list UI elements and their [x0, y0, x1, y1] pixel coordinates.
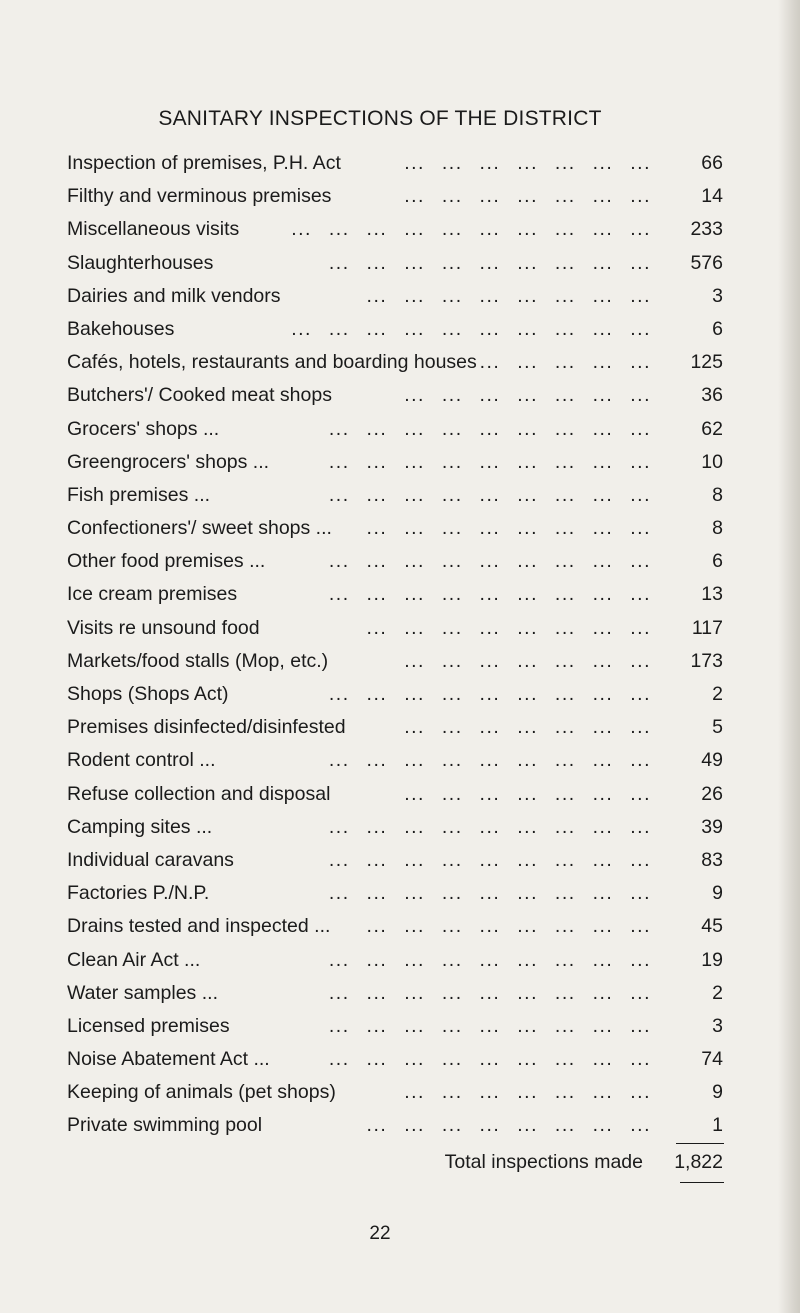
- item-label: Butchers'/ Cooked meat shops: [67, 384, 332, 407]
- list-item: [67, 711, 723, 744]
- list-item: [67, 645, 723, 678]
- page-edge-shadow: [778, 0, 800, 1313]
- list-item: [67, 944, 723, 977]
- item-count: 13: [701, 583, 723, 606]
- item-count: 26: [701, 782, 723, 805]
- leader-dots: ... ... ... ... ... ... ... ... ...: [328, 683, 651, 705]
- leader-dots: ... ... ... ... ... ... ... ... ...: [328, 550, 651, 573]
- inspection-list: [67, 147, 723, 1143]
- item-count: 6: [712, 550, 723, 573]
- leader-dots: ... ... ... ... ... ... ...: [404, 716, 651, 739]
- leader-dots: ... ... ... ... ... ... ... ... ...: [328, 882, 651, 905]
- item-count: 2: [712, 981, 723, 1004]
- item-label: Water samples ...: [67, 981, 218, 1004]
- list-item: [67, 977, 723, 1010]
- item-count: 5: [712, 716, 723, 739]
- list-item: [67, 545, 723, 578]
- list-item: [67, 280, 723, 313]
- total-rule-top: [676, 1143, 724, 1144]
- item-count: 9: [712, 1081, 723, 1104]
- item-label: Keeping of animals (pet shops): [67, 1081, 336, 1104]
- item-count: 125: [690, 351, 723, 374]
- item-label: Dairies and milk vendors: [67, 284, 281, 307]
- item-label: Individual caravans: [67, 848, 234, 871]
- item-label: Markets/food stalls (Mop, etc.): [67, 649, 329, 672]
- item-count: 66: [701, 152, 723, 174]
- item-count: 576: [690, 251, 723, 274]
- item-count: 14: [701, 185, 723, 208]
- leader-dots: ... ... ... ... ... ... ...: [404, 782, 651, 805]
- item-label: Clean Air Act ...: [67, 948, 201, 971]
- list-item: [67, 578, 723, 611]
- item-count: 74: [701, 1048, 723, 1071]
- item-label: Noise Abatement Act ...: [67, 1048, 270, 1071]
- list-item: [67, 479, 723, 512]
- list-item: [67, 877, 723, 910]
- item-label: Factories P./N.P.: [67, 882, 210, 905]
- item-label: Confectioners'/ sweet shops ...: [67, 517, 332, 540]
- leader-dots: ... ... ... ... ... ... ... ... ...: [328, 815, 651, 838]
- item-count: 8: [712, 517, 723, 540]
- item-label: Bakehouses: [67, 317, 175, 340]
- list-item: [67, 744, 723, 777]
- item-count: 62: [701, 417, 723, 440]
- list-item: [67, 910, 723, 943]
- item-count: 45: [701, 915, 723, 938]
- item-label: Rodent control ...: [67, 749, 216, 772]
- list-item: [67, 811, 723, 844]
- item-label: Drains tested and inspected ...: [67, 915, 331, 938]
- leader-dots: ... ... ... ... ... ... ...: [404, 1081, 651, 1104]
- list-item: [67, 313, 723, 346]
- item-label: Other food premises ...: [67, 550, 266, 573]
- page-title: SANITARY INSPECTIONS OF THE DISTRICT: [158, 107, 602, 130]
- leader-dots: ... ... ... ... ... ... ... ... ...: [328, 251, 651, 274]
- list-item: [67, 346, 723, 379]
- item-label: Grocers' shops ...: [67, 417, 220, 440]
- list-item: [67, 778, 723, 811]
- leader-dots: ... ... ... ... ... ... ... ... ...: [328, 1014, 651, 1037]
- leader-dots: ... ... ... ... ...: [479, 351, 651, 374]
- leader-dots: ... ... ... ... ... ... ... ...: [366, 517, 651, 540]
- list-item: [67, 1043, 723, 1076]
- leader-dots: ... ... ... ... ... ... ... ...: [366, 1114, 651, 1137]
- list-item: [67, 147, 723, 180]
- leader-dots: ... ... ... ... ... ... ...: [404, 185, 651, 208]
- list-item: [67, 612, 723, 645]
- item-label: Camping sites ...: [67, 815, 213, 838]
- item-count: 3: [712, 1014, 723, 1037]
- list-item: [67, 1109, 723, 1142]
- total-label: Total inspections made: [444, 1151, 643, 1173]
- list-item: [67, 247, 723, 280]
- item-label: Greengrocers' shops ...: [67, 450, 270, 473]
- total-value: 1,822: [674, 1151, 723, 1173]
- list-item: [67, 180, 723, 213]
- item-count: 1: [712, 1114, 723, 1137]
- leader-dots: ... ... ... ... ... ... ...: [404, 152, 651, 174]
- item-label: Cafés, hotels, restaurants and boarding houses: [67, 351, 477, 374]
- page-number: 22: [369, 1223, 391, 1244]
- item-count: 36: [701, 384, 723, 407]
- item-label: Miscellaneous visits: [67, 218, 240, 241]
- item-count: 19: [701, 948, 723, 971]
- leader-dots: ... ... ... ... ... ... ... ... ... ...: [291, 218, 651, 241]
- item-label: Visits re unsound food: [67, 616, 260, 639]
- list-item: [67, 844, 723, 877]
- item-label: Slaughterhouses: [67, 251, 214, 274]
- leader-dots: ... ... ... ... ... ... ... ... ...: [328, 1048, 651, 1071]
- item-count: 10: [701, 450, 723, 473]
- item-label: Private swimming pool: [67, 1114, 263, 1137]
- item-label: Inspection of premises, P.H. Act: [67, 152, 341, 174]
- item-count: 39: [701, 815, 723, 838]
- item-label: Licensed premises: [67, 1014, 230, 1037]
- item-label: Refuse collection and disposal: [67, 782, 331, 805]
- total-rule-bottom: [680, 1182, 724, 1183]
- item-count: 49: [701, 749, 723, 772]
- leader-dots: ... ... ... ... ... ... ... ...: [366, 915, 651, 938]
- list-item: [67, 512, 723, 545]
- item-count: 8: [712, 483, 723, 506]
- list-item: [67, 1010, 723, 1043]
- leader-dots: ... ... ... ... ... ... ... ... ... ...: [291, 317, 651, 340]
- item-count: 233: [690, 218, 723, 241]
- leader-dots: ... ... ... ... ... ... ... ... ...: [328, 583, 651, 606]
- total-row: [0, 1145, 723, 1179]
- list-item: [67, 446, 723, 479]
- item-count: 6: [712, 317, 723, 340]
- item-label: Shops (Shops Act): [67, 683, 229, 705]
- item-count: 83: [701, 848, 723, 871]
- item-label: Fish premises ...: [67, 483, 211, 506]
- list-item: [67, 1076, 723, 1109]
- leader-dots: ... ... ... ... ... ... ...: [404, 649, 651, 672]
- leader-dots: ... ... ... ... ... ... ... ... ...: [328, 417, 651, 440]
- item-count: 9: [712, 882, 723, 905]
- list-item: [67, 413, 723, 446]
- leader-dots: ... ... ... ... ... ... ... ...: [366, 284, 651, 307]
- leader-dots: ... ... ... ... ... ... ... ... ...: [328, 483, 651, 506]
- item-label: Ice cream premises: [67, 583, 238, 606]
- leader-dots: ... ... ... ... ... ... ... ... ...: [328, 848, 651, 871]
- leader-dots: ... ... ... ... ... ... ...: [404, 384, 651, 407]
- leader-dots: ... ... ... ... ... ... ... ... ...: [328, 981, 651, 1004]
- item-count: 2: [712, 683, 723, 705]
- list-item: [67, 678, 723, 711]
- leader-dots: ... ... ... ... ... ... ... ... ...: [328, 749, 651, 772]
- item-label: Filthy and verminous premises: [67, 185, 332, 208]
- leader-dots: ... ... ... ... ... ... ... ...: [366, 616, 651, 639]
- item-count: 173: [690, 649, 723, 672]
- list-item: [67, 213, 723, 246]
- item-label: Premises disinfected/disinfested: [67, 716, 346, 739]
- item-count: 117: [691, 616, 723, 639]
- leader-dots: ... ... ... ... ... ... ... ... ...: [328, 450, 651, 473]
- item-count: 3: [712, 284, 723, 307]
- list-item: [67, 379, 723, 412]
- leader-dots: ... ... ... ... ... ... ... ... ...: [328, 948, 651, 971]
